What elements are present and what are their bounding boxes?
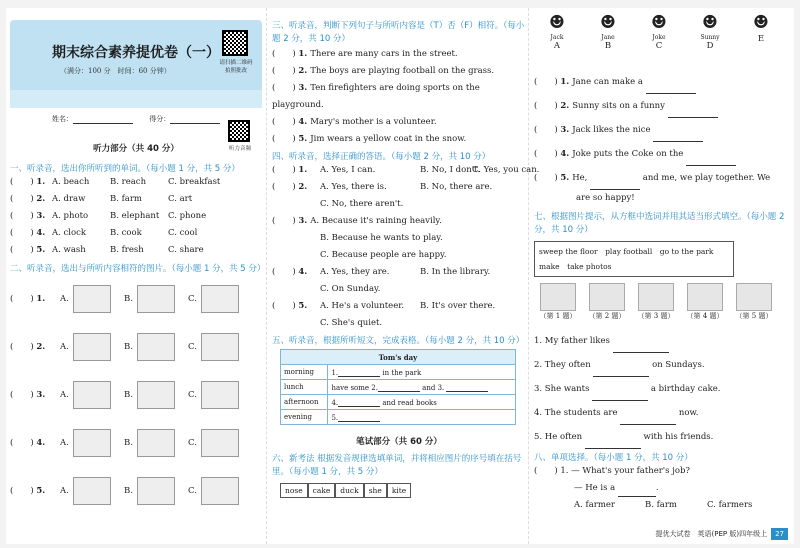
activity-picture (583, 283, 631, 321)
statement: Mary's mother is a volunteer. (310, 117, 437, 127)
character-name: Jack (550, 34, 564, 41)
s3-item (272, 131, 526, 148)
s6-characters (534, 12, 790, 70)
item-number: 3. (36, 211, 46, 221)
table-title: Tom's day (281, 350, 516, 365)
option-letter: B. (124, 294, 133, 304)
s4-title: 四、听录音，选择正确的答语。（每小题 2 分，共 10 分） (272, 152, 491, 162)
option: B. farm (644, 500, 677, 510)
title-banner (10, 20, 262, 108)
answer-paren[interactable]: ( ) (10, 177, 37, 187)
answer-paren[interactable]: ( ) (272, 49, 299, 59)
s4-list (272, 162, 540, 332)
character-picture (540, 12, 574, 51)
s7-sentences (534, 329, 790, 449)
s6-sentences (534, 70, 790, 207)
item-number: 2. (36, 342, 46, 352)
picture-label: （第 5 题） (735, 312, 773, 320)
activity-picture (681, 283, 729, 321)
option-letter: A. (60, 438, 69, 448)
option: C. No, there aren't. (320, 199, 404, 209)
picture-option[interactable] (188, 467, 239, 515)
s3-item (272, 114, 526, 131)
answer-paren[interactable]: ( ) (272, 66, 299, 76)
option: A. Yes, they are. (320, 267, 390, 277)
option: A. draw (52, 194, 86, 204)
answer-paren[interactable]: ( ) (272, 165, 299, 175)
option: C. breakfast (168, 177, 221, 187)
s6-title: 六、新考法 根据发音规律选填单词，并将相应图片的序号填在括号里。（每小题 1 分，共 5 分） (272, 454, 522, 477)
picture-option[interactable] (60, 323, 111, 371)
scene-icon (540, 283, 576, 311)
picture-option[interactable] (124, 275, 175, 323)
exam-page (6, 8, 794, 544)
s7-title: 七、根据图片提示，从方框中选词并用其适当形式填空。（每小题 2 分，共 10 分） (534, 212, 785, 235)
s1-item (10, 191, 262, 208)
s8-q1-answer: — He is a . (534, 480, 790, 497)
option: B. It's over there. (420, 301, 496, 311)
person-icon: ☻ (701, 12, 719, 33)
column-right (534, 8, 790, 514)
character-picture (642, 12, 676, 51)
option: A. He's a volunteer. (320, 301, 405, 311)
statement: There are many cars in the street. (310, 49, 458, 59)
answer-paren[interactable]: ( ) (272, 83, 299, 93)
s6-wordbox (272, 483, 526, 498)
item-number: 4. (298, 117, 311, 127)
s2-list (10, 275, 262, 515)
s6-sentence: ( ) 5. He, and me, we play together. We (534, 166, 790, 190)
answer-paren[interactable]: ( ) (534, 101, 561, 111)
exam-subtitle: （满分：100 分 时间：60 分钟） (60, 67, 171, 75)
answer-paren[interactable]: ( ) (10, 294, 37, 304)
person-icon: ☻ (752, 12, 770, 33)
option: A. photo (52, 211, 89, 221)
statement: Jim wears a yellow coat in the snow. (310, 134, 467, 144)
option: A. beach (52, 177, 90, 187)
s5-title: 五、听录音，根据所听短文，完成表格。（每小题 2 分，共 10 分） (272, 336, 525, 346)
s7-wordbox: sweep the floor play football go to the park make take photos (534, 241, 734, 277)
time-cell: lunch (281, 380, 328, 395)
word-option: she (364, 483, 387, 498)
s7-sentence: 5. He often with his friends. (534, 425, 790, 449)
picture-option[interactable] (188, 371, 239, 419)
option: C. share (168, 245, 204, 255)
option-letter: C. (188, 294, 197, 304)
word-option: duck (335, 483, 363, 498)
sketch-icon (137, 333, 175, 361)
option: B. fresh (110, 245, 144, 255)
character-name: Jane (601, 34, 615, 41)
option-letter: C. (188, 486, 197, 496)
answer-paren[interactable]: ( ) (10, 245, 37, 255)
listening-qr-code[interactable] (228, 120, 250, 142)
option: A. Yes, there is. (320, 182, 387, 192)
answer-cell: have some 2. and 3. (328, 380, 516, 395)
s4-item: ( ) 1. A. Yes, I can. B. No, I don't. C. Yes, you can. (272, 162, 526, 179)
picture-option[interactable] (124, 467, 175, 515)
scene-icon (687, 283, 723, 311)
answer-cell: 1. in the park (328, 365, 516, 380)
option-letter: B. (124, 486, 133, 496)
s6-sentence: ( ) 1. Jane can make a (534, 70, 790, 94)
item-number: 2. (298, 66, 311, 76)
character-letter: D (706, 41, 714, 51)
sketch-icon (73, 285, 111, 313)
s2-item (10, 419, 262, 467)
s4-item: ( ) 5. A. He's a volunteer. B. It's over there. C. She's quiet. (272, 298, 526, 332)
score-blank[interactable] (170, 115, 220, 124)
option-letter: B. (124, 342, 133, 352)
option: A. Yes, I can. (320, 165, 376, 175)
s4-item: ( ) 4. A. Yes, they are. B. In the library. C. On Sunday. (272, 264, 526, 298)
sketch-icon (137, 429, 175, 457)
s8-title: 八、单项选择。（每小题 1 分，共 10 分） (534, 453, 693, 463)
listening-qr-caption: 听力音频 (228, 146, 251, 152)
listening-section-title: 听力部分（共 40 分） (93, 144, 179, 154)
picture-option[interactable] (188, 275, 239, 323)
character-picture (693, 12, 727, 51)
s8-q1: ( ) 1. — What's your father's job? (534, 466, 690, 476)
toms-day-table (280, 349, 516, 425)
picture-option[interactable] (124, 419, 175, 467)
sketch-icon (73, 381, 111, 409)
s2-item (10, 275, 262, 323)
s4-item: ( ) 3. A. Because it's raining heavily. B. Because he wants to play. C. Because people are happy. (272, 216, 447, 260)
scene-icon (638, 283, 674, 311)
s3-list (272, 46, 526, 148)
table-row (281, 380, 516, 395)
score-label: 得分： (149, 115, 171, 123)
answer-paren[interactable]: ( ) (534, 125, 561, 135)
item-number: 5. (36, 245, 46, 255)
option-letter: A. (60, 390, 69, 400)
answer-paren[interactable]: ( ) (10, 486, 37, 496)
item-number: 1. (36, 177, 46, 187)
answer-paren[interactable]: ( ) (534, 77, 561, 87)
scene-icon (736, 283, 772, 311)
option: B. cook (110, 228, 142, 238)
option-letter: C. (188, 390, 197, 400)
option: C. Yes, you can. (472, 165, 540, 175)
option-letter: C. (188, 342, 197, 352)
s3-title: 三、听录音，判断下列句子与所听内容是（T）否（F）相符。（每小题 2 分，共 10 分） (272, 21, 525, 44)
answer-cell: 4. and read books (328, 395, 516, 410)
time-cell: morning (281, 365, 328, 380)
option-letter: A. (60, 486, 69, 496)
s4-item: ( ) 2. A. Yes, there is. B. No, there are. C. No, there aren't. (272, 179, 526, 213)
column-middle (272, 8, 540, 498)
name-blank[interactable] (73, 115, 133, 124)
footer (656, 528, 788, 540)
s7-sentence: 1. My father likes (534, 329, 790, 353)
character-name: Sunny (700, 34, 720, 41)
sketch-icon (201, 429, 239, 457)
sketch-icon (73, 429, 111, 457)
option: C. phone (168, 211, 207, 221)
answer-paren[interactable]: ( ) (272, 182, 299, 192)
answer-paren[interactable]: ( ) (10, 390, 37, 400)
table-row (281, 365, 516, 380)
answer-paren[interactable]: ( ) (534, 149, 561, 159)
s6-sentence: ( ) 4. Joke puts the Coke on the (534, 142, 790, 166)
statement: Ten firefighters are doing sports on the playground. (272, 83, 480, 110)
name-score-bar (10, 114, 262, 128)
sketch-icon (137, 285, 175, 313)
option: C. On Sunday. (320, 284, 381, 294)
s6-sentence-end: are so happy! (576, 193, 635, 203)
answer-cell: 5. (328, 410, 516, 425)
activity-picture (534, 283, 582, 321)
option-letter: A. (60, 342, 69, 352)
footer-brand: 提优大试卷 英语(PEP 版)四年级上 (655, 530, 768, 538)
answer-paren[interactable]: ( ) (10, 194, 37, 204)
item-number: 3. (298, 83, 311, 93)
option: B. farm (110, 194, 142, 204)
person-icon: ☻ (548, 12, 566, 33)
exam-title: 期末综合素养提优卷（一） (52, 45, 220, 61)
answer-paren[interactable]: ( ) (272, 117, 299, 127)
s7-sentence: 3. She wants a birthday cake. (534, 377, 790, 401)
time-cell: afternoon (281, 395, 328, 410)
picture-label: （第 1 题） (539, 312, 577, 320)
option: B. In the library. (420, 267, 491, 277)
column-left (10, 8, 266, 515)
item-number: 2. (36, 194, 46, 204)
answer-paren[interactable]: ( ) (272, 134, 299, 144)
picture-option[interactable] (60, 275, 111, 323)
option: B. Because he wants to play. (320, 233, 443, 243)
picture-option[interactable] (60, 419, 111, 467)
item-number: 5. (36, 486, 46, 496)
option-letter: B. (124, 390, 133, 400)
word-option: kite (387, 483, 411, 498)
answer-paren[interactable]: ( ) (272, 267, 299, 277)
option-letter: B. (124, 438, 133, 448)
s1-title: 一、听录音，选出你所听到的单词。（每小题 1 分，共 5 分） (10, 164, 240, 174)
sketch-icon (201, 333, 239, 361)
picture-option[interactable] (188, 419, 239, 467)
s8-q1-text: 1. — What's your father's job? (560, 466, 690, 476)
s2-item (10, 323, 262, 371)
s6-sentence: ( ) 3. Jack likes the nice (534, 118, 790, 142)
sketch-icon (73, 333, 111, 361)
s1-item (10, 174, 262, 191)
picture-option[interactable] (60, 371, 111, 419)
option: B. No, there are. (420, 182, 493, 192)
answer-paren[interactable]: ( ) (10, 211, 37, 221)
s7-sentence: 4. The students are now. (534, 401, 790, 425)
s2-title: 二、听录音，选出与所听内容相符的图片。（每小题 1 分，共 5 分） (10, 264, 266, 274)
option: B. elephant (110, 211, 160, 221)
answer-paren[interactable]: ( ) (10, 228, 37, 238)
s7-pictures (534, 283, 790, 329)
character-letter: A (553, 41, 561, 51)
s7-sentence: 2. They often on Sundays. (534, 353, 790, 377)
item-number: 5. (298, 134, 311, 144)
s3-item (272, 80, 526, 114)
character-picture (744, 12, 778, 44)
item-number: 1. (298, 49, 311, 59)
option: A. wash (52, 245, 86, 255)
option: C. art (168, 194, 193, 204)
option-letter: C. (188, 438, 197, 448)
option: A. Because it's raining heavily. (310, 216, 442, 226)
picture-label: （第 4 题） (686, 312, 724, 320)
character-name: Joke (652, 34, 666, 41)
table-row (281, 395, 516, 410)
written-section-title: 笔试部分（共 60 分） (356, 437, 442, 447)
s1-list (10, 174, 262, 259)
s8-options (534, 497, 790, 514)
table-row (281, 410, 516, 425)
word-option: cake (308, 483, 336, 498)
s2-item (10, 371, 262, 419)
s6-sentence: ( ) 2. Sunny sits on a funny (534, 94, 790, 118)
sketch-icon (137, 381, 175, 409)
picture-label: （第 3 题） (637, 312, 675, 320)
statement: The boys are playing football on the grass. (310, 66, 495, 76)
sketch-icon (137, 477, 175, 505)
sketch-icon (201, 477, 239, 505)
scene-icon (589, 283, 625, 311)
option: A. farmer (574, 500, 615, 510)
option: C. She's quiet. (320, 318, 383, 328)
answer-paren[interactable]: ( ) (272, 216, 299, 226)
item-number: 4. (36, 228, 46, 238)
option: C. cool (168, 228, 198, 238)
option: B. No, I don't. (420, 165, 481, 175)
s2-item (10, 467, 262, 515)
s3-item (272, 46, 526, 63)
picture-option[interactable] (188, 323, 239, 371)
person-icon: ☻ (650, 12, 668, 33)
word-option: nose (280, 483, 308, 498)
qr-code[interactable] (222, 30, 248, 56)
answer-paren[interactable]: ( ) (272, 301, 299, 311)
item-number: 4. (36, 438, 46, 448)
activity-picture (730, 283, 778, 321)
activity-picture (632, 283, 680, 321)
person-icon: ☻ (599, 12, 617, 33)
s1-item (10, 208, 262, 225)
time-cell: evening (281, 410, 328, 425)
character-picture (591, 12, 625, 51)
picture-option[interactable] (124, 323, 175, 371)
s1-item (10, 225, 262, 242)
item-number: 3. (36, 390, 46, 400)
picture-option[interactable] (60, 467, 111, 515)
option: B. reach (110, 177, 147, 187)
page-number: 27 (771, 528, 788, 540)
answer-paren[interactable]: ( ) (10, 342, 37, 352)
s3-item (272, 63, 526, 80)
sketch-icon (201, 285, 239, 313)
character-letter: C (655, 41, 663, 51)
character-letter: B (604, 41, 612, 51)
option: C. Because people are happy. (320, 250, 447, 260)
answer-paren[interactable]: ( ) (534, 173, 561, 183)
sketch-icon (73, 477, 111, 505)
option: C. farmers (706, 500, 753, 510)
character-letter: E (757, 34, 765, 44)
option: A. clock (52, 228, 87, 238)
option-letter: A. (60, 294, 69, 304)
item-number: 1. (36, 294, 46, 304)
s1-item (10, 242, 262, 259)
qr-caption: 请扫描二维码 拍照批改 (219, 60, 253, 74)
name-label: 姓名： (52, 115, 73, 123)
sketch-icon (201, 381, 239, 409)
picture-label: （第 2 题） (588, 312, 626, 320)
picture-option[interactable] (124, 371, 175, 419)
answer-paren[interactable]: ( ) (10, 438, 37, 448)
